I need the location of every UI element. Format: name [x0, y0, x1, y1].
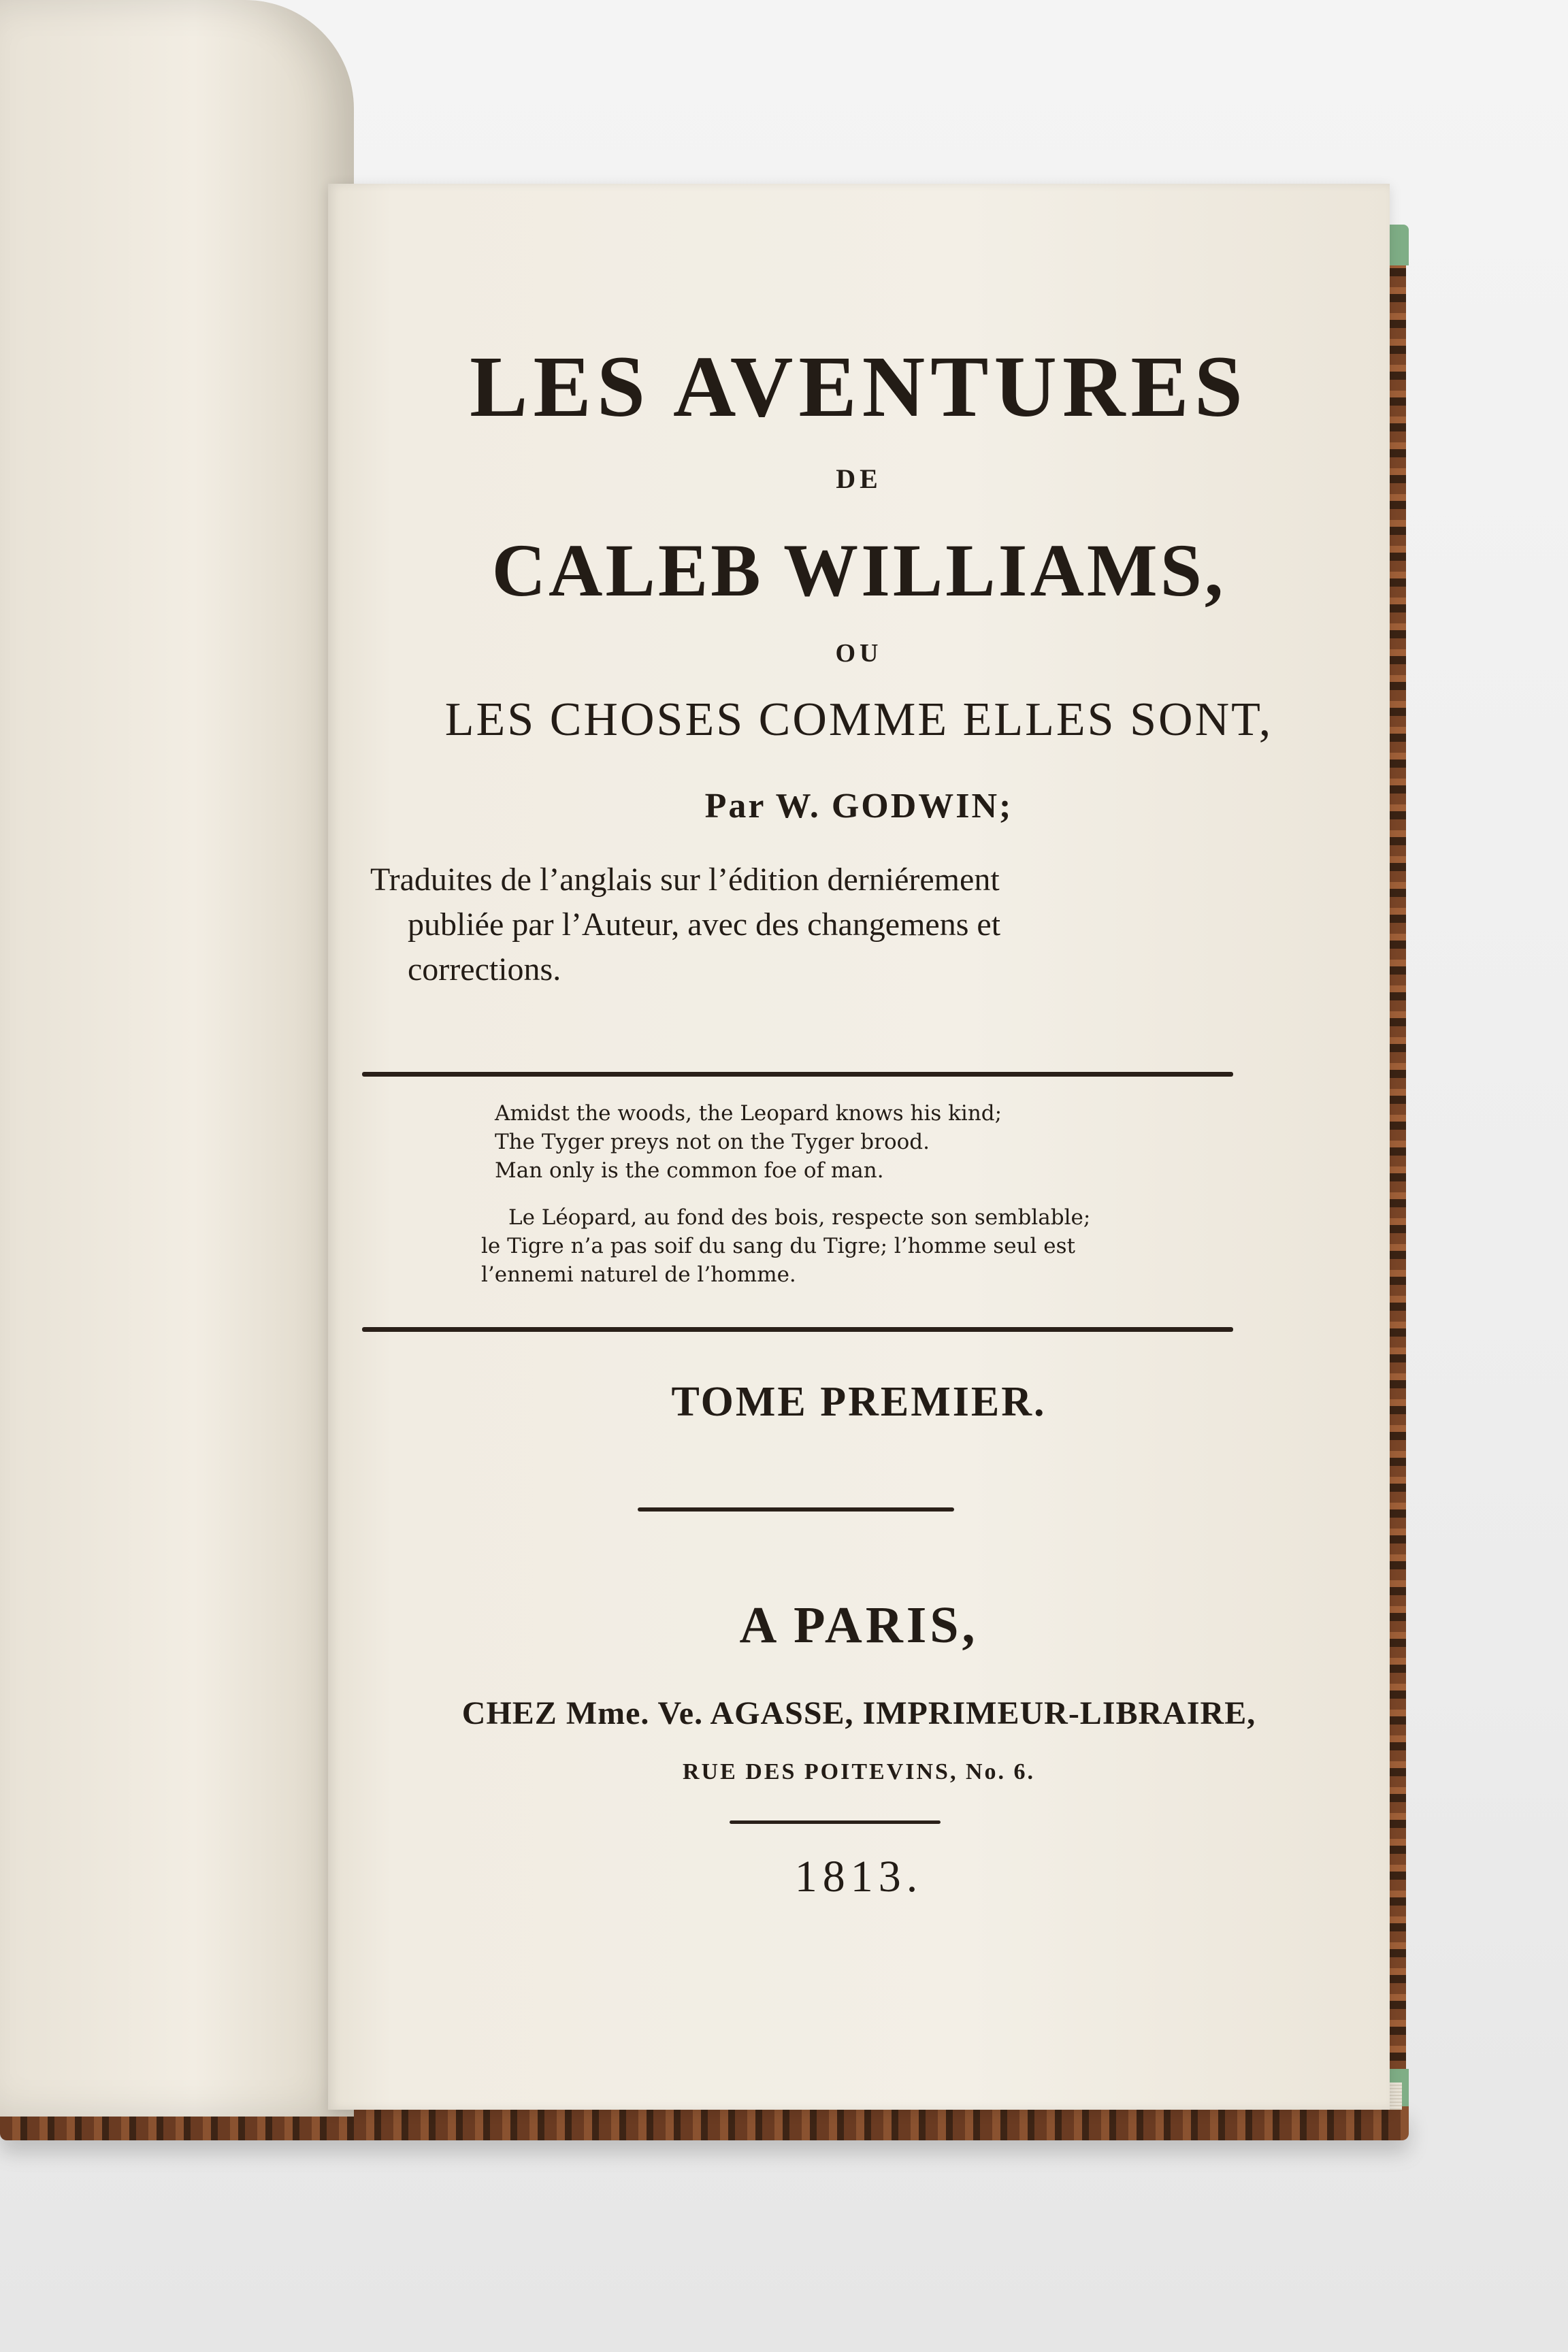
epigraph-french [481, 1203, 1230, 1289]
imprint-place: A PARIS, [739, 1597, 979, 1654]
title-page [328, 184, 1390, 2110]
epigraph-line: l’ennemi naturel de l’homme. [481, 1262, 796, 1287]
volume-label: TOME PREMIER. [671, 1379, 1047, 1425]
imprint-publisher: CHEZ Mme. Ve. AGASSE, IMPRIMEUR-LIBRAIRE, [461, 1695, 1256, 1731]
title-de: DE [836, 463, 882, 494]
epigraph-line: Amidst the woods, the Leopard knows his kind; [495, 1101, 1002, 1126]
epigraph-line: le Tigre n’a pas soif du sang du Tigre; l’homme seul est [481, 1234, 1075, 1258]
epigraph-line: Man only is the common foe of man. [495, 1158, 884, 1183]
translation-line: publiée par l’Auteur, avec des changemens et [408, 906, 1001, 943]
author-line: Par W. GODWIN; [704, 787, 1013, 826]
book-subtitle: LES CHOSES COMME ELLES SONT, [444, 693, 1273, 746]
imprint-address: RUE DES POITEVINS, No. 6. [682, 1759, 1036, 1784]
epigraph-english [495, 1099, 1243, 1185]
book-title: LES AVENTURES [470, 338, 1248, 435]
translation-line: Traduites de l’anglais sur l’édition derniérement [370, 862, 1000, 898]
ornament-rule [730, 1820, 941, 1824]
cover-corner-top [1388, 225, 1409, 265]
translation-line: corrections. [408, 951, 561, 987]
book-title-name: CALEB WILLIAMS, [491, 529, 1226, 612]
title-ou: OU [835, 639, 883, 668]
epigraph-line: The Tyger preys not on the Tyger brood. [495, 1130, 930, 1154]
imprint-year: 1813. [794, 1852, 924, 1901]
divider-rule [362, 1327, 1233, 1332]
ornament-rule [638, 1507, 954, 1512]
facing-page [0, 0, 354, 2117]
epigraph-line: Le Léopard, au fond des bois, respecte son semblable; [508, 1205, 1091, 1230]
divider-rule [362, 1072, 1233, 1077]
translation-note [370, 858, 1343, 992]
